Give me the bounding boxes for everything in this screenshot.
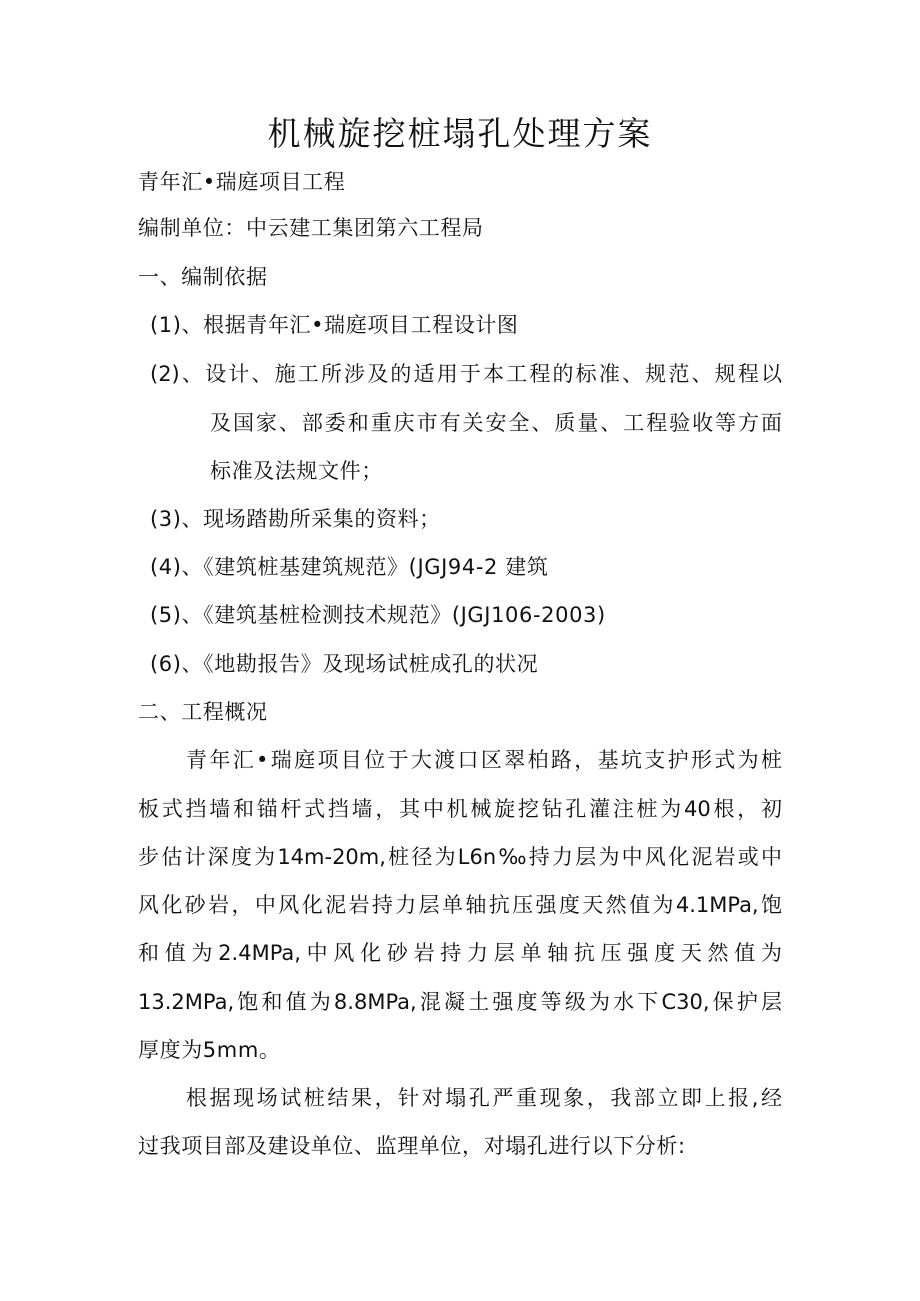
- basis-item-5: (5)、《建筑基桩检测技术规范》(JGJ106-2003): [150, 603, 606, 627]
- overview-line-3: 步估计深度为14m-20m,桩径为L6n‰持力层为中风化泥岩或中: [138, 845, 782, 869]
- overview-line-6: 13.2MPa,饱和值为8.8MPa,混凝土强度等级为水下C30,保护层: [138, 990, 782, 1014]
- overview-line-5: 和值为2.4MPa,中风化砂岩持力层单轴抗压强度天然值为: [138, 941, 782, 965]
- analysis-line-2: 过我项目部及建设单位、监理单位，对塌孔进行以下分析:: [138, 1134, 686, 1158]
- section-heading-overview: 二、工程概况: [138, 700, 268, 724]
- basis-item-4: (4)、《建筑桩基建筑规范》(JGJ94-2 建筑: [150, 555, 549, 579]
- section-heading-basis: 一、编制依据: [138, 265, 268, 289]
- basis-item-3: (3)、现场踏勘所采集的资料；: [150, 507, 441, 531]
- basis-item-1: (1)、根据青年汇•瑞庭项目工程设计图: [150, 313, 519, 337]
- project-name: 青年汇•瑞庭项目工程: [138, 170, 346, 194]
- basis-item-6: (6)、《地勘报告》及现场试桩成孔的状况: [150, 652, 539, 676]
- basis-item-2-cont: 及国家、部委和重庆市有关安全、质量、工程验收等方面: [210, 411, 782, 435]
- compiling-unit: 编制单位：中云建工集团第六工程局: [138, 216, 484, 240]
- overview-line-4: 风化砂岩，中风化泥岩持力层单轴抗压强度天然值为4.1MPa,饱: [138, 893, 782, 917]
- overview-line-2: 板式挡墙和锚杆式挡墙，其中机械旋挖钻孔灌注桩为40根，初: [138, 797, 782, 821]
- document-title: 机械旋挖桩塌孔处理方案: [267, 114, 653, 153]
- overview-line-7: 厚度为5mm。: [138, 1038, 281, 1062]
- basis-item-2-end: 标准及法规文件；: [210, 459, 383, 483]
- analysis-line-1: 根据现场试桩结果，针对塌孔严重现象，我部立即上报,经: [186, 1086, 782, 1110]
- overview-line-1: 青年汇•瑞庭项目位于大渡口区翠柏路，基坑支护形式为桩: [186, 748, 782, 772]
- basis-item-2: (2)、设计、施工所涉及的适用于本工程的标准、规范、规程以: [150, 362, 782, 386]
